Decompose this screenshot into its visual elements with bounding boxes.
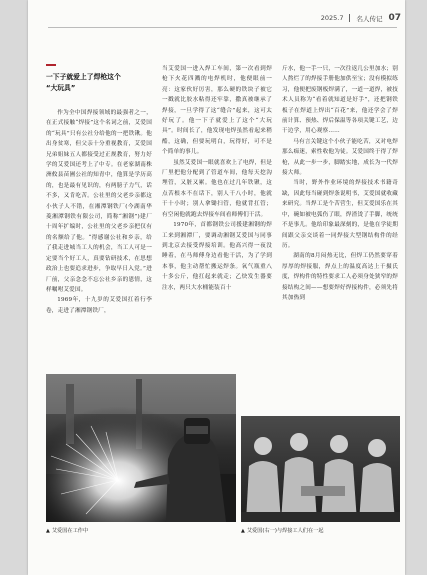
subhead-line-2: “大玩具” [46,84,76,92]
text-column-2 [162,64,272,293]
text-column-1 [46,108,152,316]
group-scene-illustration [241,416,400,522]
subhead-line-1: 一下子就爱上了焊枪这个 [46,73,121,81]
paragraph: 当艾爱国一进入焊工车间，第一次看到焊枪下火花四溅的电焊机时，他便眼前一亮：这家伙好厉害，那么硬的铁块子被它一戳就比胶水粘得还牢靠，撒真被继承了焊接，一旦学得了这“缝合”起来，这可太好玩了。他一下子就爱上了这个“大玩具”。时间长了，他发现电焊虽然看起来稍酷，这确，但要玩明白，玩得好，可不是个简单的事儿。 [162,66,272,156]
page-header [321,12,401,24]
header-rule [48,27,397,28]
paragraph: 斤水，他一手一只，一次往返几公里加水；别人熬烂了的焊接手册他加供至宝；没有模拟练习，他便把废钢板焊满了，一道一道焊，被技术人员称为“看着就知道是好手”，还把钢铁板子在焊道上焊出“百花”来，他还学会了焊前计算、预热、焊后保温等各项关键工艺，边干边学，用心观察…… [282,66,398,135]
paragraph: 1970年，首都钢铁公司援建湘钢的焊工来到湘潭厂，要调动湘钢艾爱国与同事到北京去接受焊接培训。他高兴得一夜没睡着，在马师傅身边看他干活，为了学到本事，他主动帮忙搬运焊条。氧气瓶重八十多公斤，他扛起来就走；乙炔发生器要注水，两只大水桶能装百十 [162,222,272,291]
section-title: 名人传记 [356,14,383,23]
subhead-accent-bar [46,64,56,66]
header-divider [349,14,350,22]
paragraph: 湖南的8月闷热无比，但焊工仍然要穿着厚厚的焊接服，焊点上的温度高达上千摄氏度，焊构件的特性要求工人必须身处狭窄的焊接结构之间——想要焊好焊接构件，必须先将其加热到 [282,253,398,301]
paragraph: 虽然艾爱国一眼就喜欢上了电焊，但是厂里把他分配到了管道车间，他每天挖沟埋管，又脏又累。他也在过几年铁锹，这点苦根本不在话下，别人干八小时，他就干十小时；别人拿锄扫管，他就背扛管；有空闲他就跑去焊接车间看师傅们干活。 [162,159,272,218]
caption-text: 艾爱国(右一)与焊接工人们在一起 [246,528,324,534]
caption-text: 艾爱国在工作中 [51,528,89,534]
group-photo [241,416,400,522]
magazine-page [28,0,405,575]
paragraph: 马有言关键这个小伙子能吃苦，又对电焊那么痴迷，索性收他为徒。艾爱国终于得了焊枪，从此一步一步，脚踏实地，成长为一代焊接大师。 [282,138,398,177]
section-subhead [46,72,156,94]
welding-scene-illustration [46,374,236,522]
issue-date: 2025.7 [320,14,344,22]
paragraph: 当时，野外作业环境的焊接技术书籍奇缺，因此每当碰到焊条说明书，艾爱国就收藏来研究。当焊工是个苦营生，但艾爱国乐在其中，碗如被电弧伤了眼，焊渣烫了手脚，统统不是事儿。他给印象最深刻的，是他在学徒期间跟父亲交谈着一同焊接大型钢结构件的经历。 [282,180,398,249]
page-number: 07 [388,13,401,23]
caption-triangle-icon: ▲ [46,528,50,534]
paragraph: 1969年，十九岁的艾爱国扛着行李卷，走进了湘潭钢铁厂， [46,297,152,314]
photo-caption-1 [46,527,88,534]
welding-sparks-photo [46,374,236,522]
photo-caption-2 [241,527,324,534]
text-column-3 [282,64,398,303]
caption-triangle-icon: ▲ [241,528,245,534]
paragraph: 作为全中国焊接领域的最强者之一，在正式接触“焊接”这个名词之前，艾爱国的“玩具”只有公社分给他的一把铁锹。他出身贫寒，但父亲十分重视教育，艾爱国兄弟姐妹五人都接受过正规教育，努力好学的艾爱国还考上了中专。在老家湖南株洲攸县苗圃公社的知青中，他算是学历高的，也是最有见识的，有两膀子力气，话不多，又肯吃苦。公社里的父老乡亲都这小伙子人不错，在湘潭钢铁厂(今湖南华菱湘潭钢铁有限公司，简称“湘钢”)建厂十周年扩编时，公社里的父老乡亲把仅有的名额给了他。“得感谢公社和乡亲，给了我走进城当工人的机会，当工人可是一定要当个好工人，真要钻研技术，在思想政治上也要追求进步，争取早日入党。”进厂前，父亲念念不忘公社乡亲的恩情，这样嘱咐艾爱国。 [46,110,152,293]
